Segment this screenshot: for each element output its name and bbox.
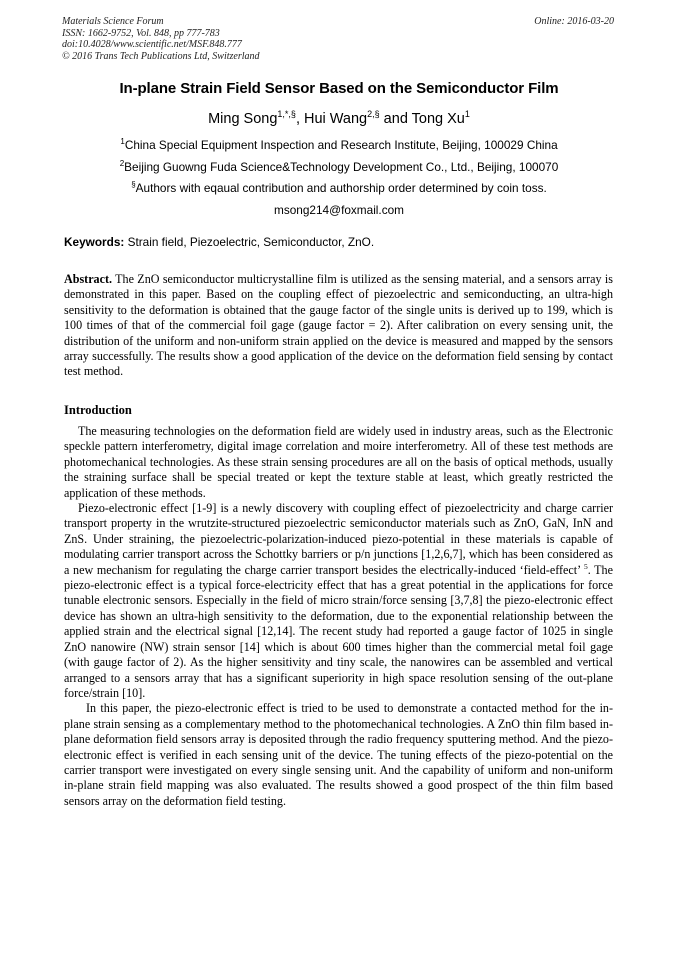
intro-paragraph-3: In this paper, the piezo-electronic effect is tried to be used to demonstrate a contacted method for the in-plane strain sensing as a complementary method to the photomechanical technologies. A ZnO thin film based in-plane deformation field sensors array is deposited through the radio frequency sputtering method. And the piezo-electronic effect is verified in each sensing unit of the device. The tuning effects of the piezo-potential on the carrier transport were investigated on every single sensing unit. And the capability of uniform and non-uniform in-plane strain field mapping was also evaluated. The results showed a good prospect of the thin film based sensors array on the deformation field testing. bbox=[64, 701, 613, 808]
affiliation-text: Beijing Guowng Fuda Science&Technology Development Co., Ltd., Beijing, 100070 bbox=[124, 160, 559, 174]
journal-name: Materials Science Forum bbox=[62, 16, 164, 27]
introduction-body bbox=[64, 424, 613, 809]
affiliation-mark: 2 bbox=[119, 159, 125, 168]
paragraph-text: Piezo-electronic effect [1-9] is a newly discovery with coupling effect of piezoelectricity and charge carrier transport property in the wrutzite-structured piezoelectric semiconductor materials such as ZnO, GaN, InN and ZnS. Under straining, the piezoelectric-polarization-induced piezo-potential in these materials is capable of modulating carrier transport across the Schottky barriers or p/n junctions [1,2,6,7], which has been considered as a new mechanism for regulating the charge carrier transport besides the electrically-induced ‘field-effect’ bbox=[64, 501, 613, 577]
introduction-heading: Introduction bbox=[64, 403, 132, 417]
abstract-block bbox=[64, 272, 613, 380]
journal-header bbox=[62, 16, 260, 62]
author-affiliation-mark: 1,*,§ bbox=[277, 109, 296, 119]
author-separator: , bbox=[295, 111, 304, 127]
citation-superscript: 5 bbox=[583, 561, 588, 571]
online-date: Online: 2016-03-20 bbox=[534, 16, 614, 27]
author-separator: and bbox=[379, 111, 412, 127]
author-affiliation-mark: 2,§ bbox=[367, 109, 380, 119]
affiliation-1 bbox=[0, 138, 678, 152]
intro-paragraph-2 bbox=[64, 501, 613, 701]
paragraph-text: . The piezo-electronic effect is a typical force-electricity effect that has a great potential in the applications for force tunable electronic sensors. Especially in the field of micro strain/force sensing [3,7,8] the piezo-electronic effect device has shown an ultra-high sensitivity to the deformation, due to the exponential relationship between the applied strain and the electrical signal [12,14]. The recent study had reported a gauge factor of 1025 in single ZnO nanowire (NW) strain sensor [14] which is about 600 times higher than the commercial metal foil gage (with gauge factor of 2). As the higher sensitivity and tiny scale, the nanowires can be assembled and vertical arranged to a sensors array that has a significant superiority in high space resolution sensing of the out-plane force/strain [10]. bbox=[64, 562, 613, 700]
keywords-line bbox=[64, 235, 374, 249]
affiliation-text: China Special Equipment Inspection and Research Institute, Beijing, 100029 China bbox=[124, 138, 558, 152]
abstract-text: The ZnO semiconductor multicrystalline film is utilized as the sensing material, and a sensors array is demonstrated in this paper. Based on the coupling effect of piezoelectric and semiconducting, an ultra-high sensitivity to the deformation is obtained that the gauge factor of the single units is derived up to 199, which is 100 times of that of the commercial foil gage (gauge factor = 2). After calibration on every sensing unit, the distribution of the uniform and non-uniform strain applied on the device is measured and mapped by the sensors array successfully. The results show a good application of the device on the deformation field sensing by contact test method. bbox=[64, 272, 613, 379]
issn-line: ISSN: 1662-9752, Vol. 848, pp 777-783 bbox=[62, 27, 220, 39]
affiliation-mark: 1 bbox=[120, 137, 125, 146]
affiliation-2 bbox=[0, 160, 678, 174]
author-line bbox=[0, 111, 678, 127]
copyright-line: © 2016 Trans Tech Publications Ltd, Switzerland bbox=[62, 50, 260, 62]
author-name: Ming Song bbox=[208, 111, 278, 127]
keywords-text: Strain field, Piezoelectric, Semiconductor, ZnO. bbox=[124, 235, 375, 249]
author-name: Hui Wang bbox=[304, 111, 368, 127]
author-affiliation-mark: 1 bbox=[464, 109, 470, 119]
doi-line: doi:10.4028/www.scientific.net/MSF.848.777 bbox=[62, 39, 242, 50]
intro-paragraph-1: The measuring technologies on the deformation field are widely used in industry areas, such as the Electronic speckle pattern interferometry, digital image correlation and moire interferometry. All of these test methods are photomechanical technologies. As these strain sensing procedures are all on the basis of optical methods, usually the straining surface shall be special treated or kept the texture stable at least, which greatly restricted the application of these methods. bbox=[64, 424, 613, 500]
author-email[interactable]: msong214@foxmail.com bbox=[274, 203, 404, 217]
affiliation-text: Authors with eqaual contribution and authorship order determined by coin toss. bbox=[135, 181, 547, 195]
abstract-label: Abstract. bbox=[64, 272, 113, 286]
author-name: Tong Xu bbox=[411, 111, 465, 127]
paper-title: In-plane Strain Field Sensor Based on the Semiconductor Film bbox=[119, 80, 559, 97]
affiliation-mark: § bbox=[131, 180, 136, 189]
keywords-label: Keywords: bbox=[64, 235, 125, 249]
affiliation-note bbox=[0, 181, 678, 195]
